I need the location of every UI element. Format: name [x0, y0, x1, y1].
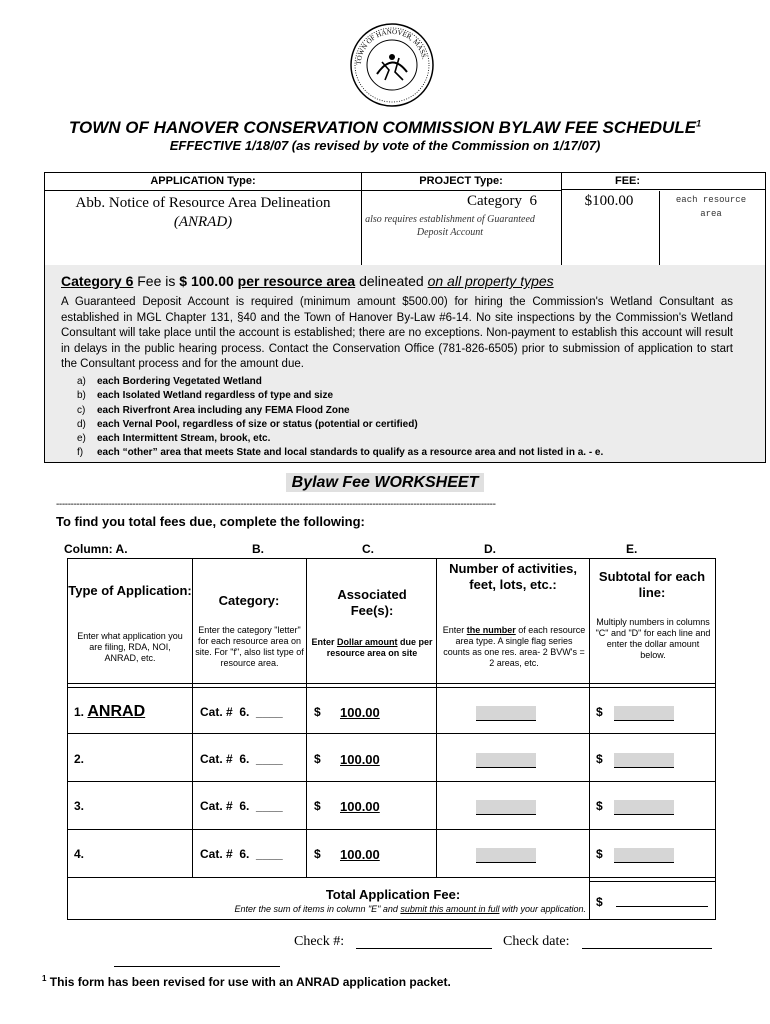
total-dollar: $: [596, 895, 603, 909]
header-a-note: Enter what application you are filing, RDA, NOI, ANRAD, etc.: [77, 631, 183, 663]
deposit-paragraph: A Guaranteed Deposit Account is required (minimum amount $500.00) for hiring the Commission's Wetland Consultant as established in MGL Chapter 131, §40 and the Town of Hanover By-Law #6-14. No site inspections by the Commission's Wetland Consultant will take place until the account is established; there are no exceptions. Non-payment to establish this account will result in delays in the public hearing process. Contact the Conservation Office (781-826-6505) prior to submission of application to start the Consultant process and for the amount due.: [61, 296, 733, 370]
list-item: d) each Vernal Pool, regardless of size or status (potential or certified): [77, 418, 418, 430]
category-input[interactable]: Cat. # 6. ____: [200, 752, 283, 766]
total-fee-label: Total Application Fee:: [325, 887, 461, 902]
column-label-d: D.: [484, 542, 496, 556]
fee-dollar: $: [314, 705, 321, 719]
project-type-header: PROJECT Type:: [361, 173, 561, 191]
fee-value: 100.00: [340, 847, 380, 862]
worksheet-table: [67, 558, 716, 920]
list-item: b) each Isolated Wetland regardless of type and size: [77, 390, 334, 402]
table-row: 1. ANRAD: [74, 703, 146, 720]
fee-dollar: $: [314, 799, 321, 813]
total-fee-note: Enter the sum of items in column "E" and submit this amount in full with your application.: [234, 904, 586, 914]
total-fee-input[interactable]: [616, 906, 708, 907]
subtotal-input[interactable]: [614, 799, 674, 817]
list-item: a) each Bordering Vegetated Wetland: [77, 376, 262, 387]
header-associated-fees: Associated Fee(s):: [337, 587, 407, 618]
column-label-b: B.: [252, 542, 264, 556]
application-type-header: APPLICATION Type:: [45, 173, 361, 191]
check-number-input[interactable]: [356, 948, 492, 949]
column-label-c: C.: [362, 542, 374, 556]
check-date-label: Check date:: [503, 934, 570, 949]
worksheet-title: Bylaw Fee WORKSHEET: [0, 474, 770, 492]
header-e-note: Multiply numbers in columns "C" and "D" for each line and enter the dollar amount below.: [595, 617, 711, 660]
footnote: $^1$ This form has been revised for use with an ANRAD application packet.: [42, 974, 451, 989]
seal-text: TOWN OF HANOVER, MASS.: [354, 27, 429, 66]
check-date-input[interactable]: [582, 948, 712, 949]
header-subtotal: Subtotal for each line:: [598, 569, 706, 600]
application-abbr: (ANRAD): [173, 214, 233, 230]
resource-area-list: [77, 375, 603, 461]
category-fee-line: Category 6 Fee is $ 100.00 per resource area delineated on all property types: [61, 273, 554, 289]
footnote-divider: [114, 966, 280, 967]
column-label-e: E.: [626, 542, 638, 556]
fee-header: FEE:: [561, 173, 765, 190]
project-note: also requires establishment of Guaranteed Deposit Account: [365, 214, 535, 238]
row-application-input[interactable]: ANRAD: [87, 703, 146, 720]
table-row: 3.: [74, 799, 85, 813]
header-c-note: Enter Dollar amount due per resource area on site: [311, 637, 433, 658]
number-input[interactable]: [476, 799, 536, 817]
fee-value: 100.00: [340, 799, 380, 814]
number-input[interactable]: [476, 705, 536, 723]
page-title: TOWN OF HANOVER CONSERVATION COMMISSION BYLAW FEE SCHEDULE$^1$: [68, 118, 702, 137]
list-item: f) each “other” area that meets State and local standards to qualify as a resource area and not listed in a. - e.: [77, 447, 604, 459]
worksheet-instruction: To find you total fees due, complete the following:: [56, 514, 365, 529]
number-input[interactable]: [476, 847, 536, 865]
list-item: e) each Intermittent Stream, brook, etc.: [77, 433, 271, 445]
fee-note: each resource area: [675, 195, 747, 219]
table-row: 2.: [74, 752, 85, 766]
header-category: Category:: [218, 593, 280, 608]
fee-amount: $100.00: [584, 193, 634, 209]
subtotal-dollar: $: [596, 705, 603, 719]
subtotal-input[interactable]: [614, 847, 674, 865]
fee-value: 100.00: [340, 705, 380, 720]
category-input[interactable]: Cat. # 6. ____: [200, 847, 283, 861]
application-name: Abb. Notice of Resource Area Delineation: [75, 195, 331, 211]
header-type-of-application: Type of Application:: [68, 583, 192, 598]
number-input[interactable]: [476, 752, 536, 770]
subtotal-dollar: $: [596, 799, 603, 813]
effective-date: EFFECTIVE 1/18/07 (as revised by vote of the Commission on 1/17/07): [169, 138, 601, 153]
fee-schedule-table: [44, 172, 766, 267]
fee-value: 100.00: [340, 752, 380, 767]
column-label-a: Column: A.: [64, 542, 128, 556]
check-number-label: Check #:: [294, 934, 345, 949]
project-category: Category 6: [467, 193, 537, 209]
subtotal-dollar: $: [596, 847, 603, 861]
fee-dollar: $: [314, 752, 321, 766]
dashed-divider: ------------------------------------------------------------------------------------------------------------------------------------------------------: [56, 499, 496, 510]
category-info-box: [44, 265, 766, 463]
subtotal-input[interactable]: [614, 705, 674, 723]
category-input[interactable]: Cat. # 6. ____: [200, 799, 283, 813]
category-input[interactable]: Cat. # 6. ____: [200, 705, 283, 719]
header-number-of-activities: Number of activities, feet, lots, etc.:: [449, 561, 577, 592]
header-d-note: Enter the number of each resource area type. A single flag series counts as one res. area- 2 BVW's = 2 areas, etc.: [442, 625, 586, 668]
subtotal-dollar: $: [596, 752, 603, 766]
subtotal-input[interactable]: [614, 752, 674, 770]
header-b-note: Enter the category "letter" for each resource area on site. For "f", also list type of resource area.: [195, 625, 304, 668]
fee-dollar: $: [314, 847, 321, 861]
list-item: c) each Riverfront Area including any FEMA Flood Zone: [77, 404, 350, 416]
town-seal-logo: [349, 22, 435, 108]
table-row: 4.: [74, 847, 85, 861]
